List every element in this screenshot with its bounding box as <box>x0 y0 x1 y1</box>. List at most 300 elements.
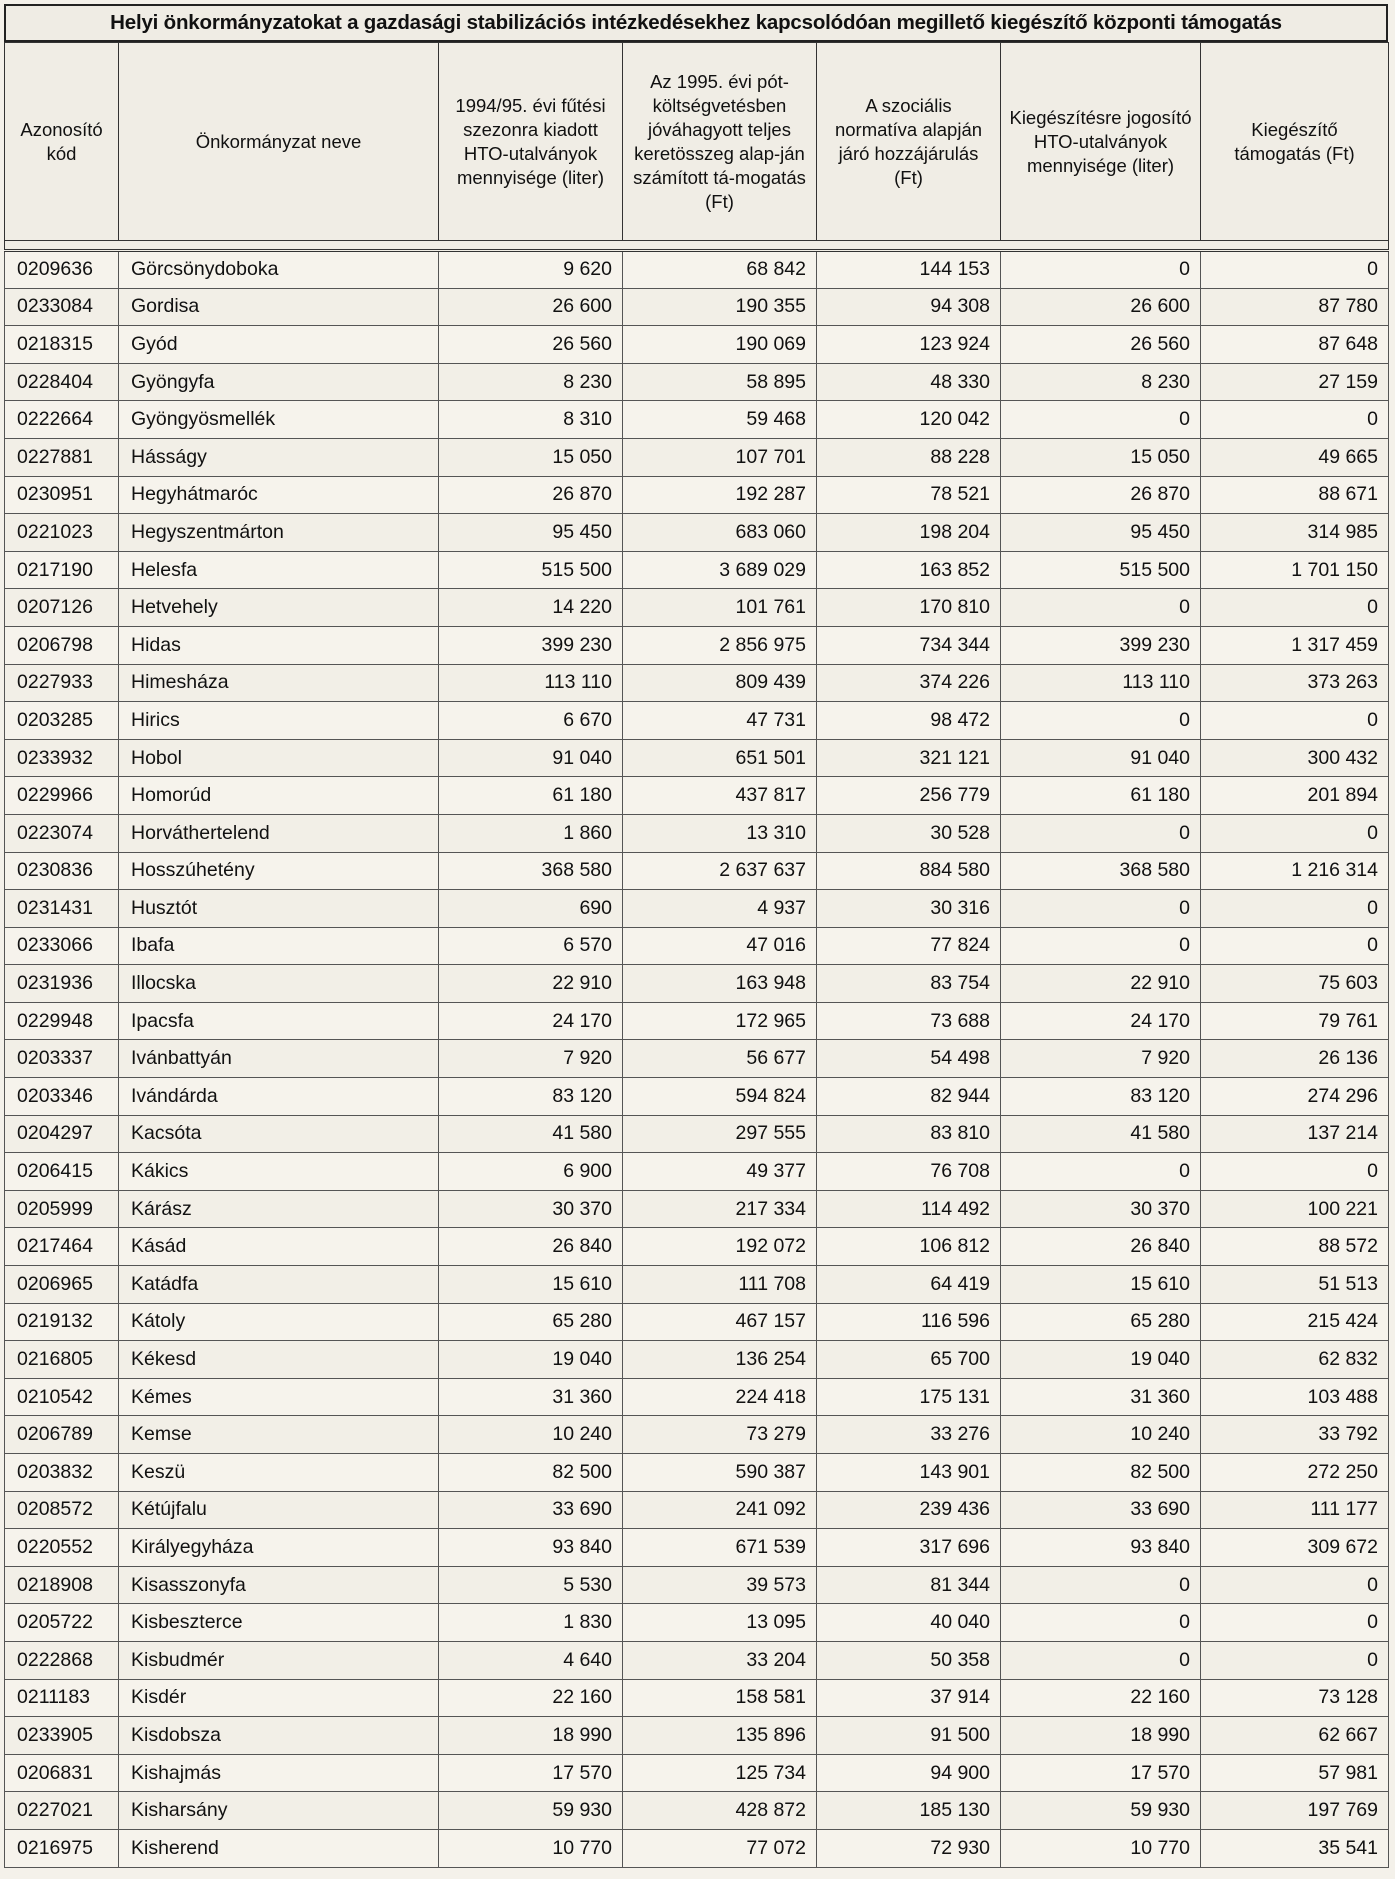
cell-supplementary-support: 87 648 <box>1201 326 1389 364</box>
cell-code: 0211183 <box>5 1679 119 1717</box>
cell-social-contribution: 170 810 <box>817 589 1001 627</box>
cell-social-contribution: 73 688 <box>817 1002 1001 1040</box>
cell-eligible-hto-liters: 26 840 <box>1001 1228 1201 1266</box>
cell-code: 0206965 <box>5 1266 119 1304</box>
cell-social-contribution: 82 944 <box>817 1078 1001 1116</box>
cell-budget-support: 47 731 <box>623 702 817 740</box>
table-row <box>5 551 1389 589</box>
cell-code: 0218315 <box>5 326 119 364</box>
cell-hto-liters: 18 990 <box>439 1717 623 1755</box>
cell-name: Illocska <box>119 965 439 1003</box>
table-row <box>5 702 1389 740</box>
cell-name: Gyód <box>119 326 439 364</box>
cell-social-contribution: 94 308 <box>817 288 1001 326</box>
cell-name: Kárász <box>119 1190 439 1228</box>
cell-eligible-hto-liters: 7 920 <box>1001 1040 1201 1078</box>
cell-eligible-hto-liters: 0 <box>1001 890 1201 928</box>
cell-supplementary-support: 62 667 <box>1201 1717 1389 1755</box>
cell-budget-support: 59 468 <box>623 401 817 439</box>
cell-supplementary-support: 1 317 459 <box>1201 626 1389 664</box>
cell-name: Hirics <box>119 702 439 740</box>
cell-code: 0217190 <box>5 551 119 589</box>
cell-name: Kémes <box>119 1378 439 1416</box>
cell-supplementary-support: 88 671 <box>1201 476 1389 514</box>
cell-code: 0205722 <box>5 1604 119 1642</box>
cell-name: Kisasszonyfa <box>119 1566 439 1604</box>
cell-code: 0203832 <box>5 1454 119 1492</box>
cell-eligible-hto-liters: 0 <box>1001 1153 1201 1191</box>
cell-social-contribution: 734 344 <box>817 626 1001 664</box>
cell-eligible-hto-liters: 26 870 <box>1001 476 1201 514</box>
cell-budget-support: 73 279 <box>623 1416 817 1454</box>
table-row <box>5 251 1389 289</box>
cell-budget-support: 190 069 <box>623 326 817 364</box>
cell-budget-support: 594 824 <box>623 1078 817 1116</box>
cell-hto-liters: 10 770 <box>439 1829 623 1867</box>
cell-name: Himesháza <box>119 664 439 702</box>
table-row <box>5 1717 1389 1755</box>
cell-hto-liters: 31 360 <box>439 1378 623 1416</box>
cell-supplementary-support: 87 780 <box>1201 288 1389 326</box>
cell-hto-liters: 6 570 <box>439 927 623 965</box>
table-row <box>5 1566 1389 1604</box>
table-row <box>5 1641 1389 1679</box>
cell-supplementary-support: 62 832 <box>1201 1341 1389 1379</box>
table-row <box>5 852 1389 890</box>
cell-hto-liters: 83 120 <box>439 1078 623 1116</box>
cell-eligible-hto-liters: 10 770 <box>1001 1829 1201 1867</box>
cell-eligible-hto-liters: 515 500 <box>1001 551 1201 589</box>
cell-eligible-hto-liters: 33 690 <box>1001 1491 1201 1529</box>
cell-eligible-hto-liters: 0 <box>1001 702 1201 740</box>
cell-budget-support: 33 204 <box>623 1641 817 1679</box>
cell-name: Hetvehely <box>119 589 439 627</box>
cell-hto-liters: 22 910 <box>439 965 623 1003</box>
table-row <box>5 1002 1389 1040</box>
cell-hto-liters: 7 920 <box>439 1040 623 1078</box>
cell-supplementary-support: 75 603 <box>1201 965 1389 1003</box>
table-row <box>5 1754 1389 1792</box>
cell-hto-liters: 91 040 <box>439 739 623 777</box>
cell-eligible-hto-liters: 368 580 <box>1001 852 1201 890</box>
cell-budget-support: 651 501 <box>623 739 817 777</box>
cell-code: 0207126 <box>5 589 119 627</box>
cell-supplementary-support: 300 432 <box>1201 739 1389 777</box>
cell-eligible-hto-liters: 41 580 <box>1001 1115 1201 1153</box>
cell-name: Gordisa <box>119 288 439 326</box>
cell-social-contribution: 33 276 <box>817 1416 1001 1454</box>
cell-supplementary-support: 0 <box>1201 927 1389 965</box>
cell-social-contribution: 98 472 <box>817 702 1001 740</box>
cell-budget-support: 107 701 <box>623 438 817 476</box>
cell-name: Ivánbattyán <box>119 1040 439 1078</box>
cell-social-contribution: 120 042 <box>817 401 1001 439</box>
cell-code: 0204297 <box>5 1115 119 1153</box>
cell-eligible-hto-liters: 93 840 <box>1001 1529 1201 1567</box>
col-header-hto-liters: 1994/95. évi fűtési szezonra kiadott HTO-utalványok mennyisége (liter) <box>439 43 623 241</box>
cell-eligible-hto-liters: 95 450 <box>1001 514 1201 552</box>
cell-supplementary-support: 137 214 <box>1201 1115 1389 1153</box>
cell-supplementary-support: 197 769 <box>1201 1792 1389 1830</box>
cell-social-contribution: 83 754 <box>817 965 1001 1003</box>
table-row <box>5 1604 1389 1642</box>
cell-budget-support: 39 573 <box>623 1566 817 1604</box>
cell-budget-support: 135 896 <box>623 1717 817 1755</box>
cell-social-contribution: 30 528 <box>817 814 1001 852</box>
cell-hto-liters: 15 610 <box>439 1266 623 1304</box>
cell-budget-support: 13 310 <box>623 814 817 852</box>
cell-budget-support: 2 856 975 <box>623 626 817 664</box>
cell-social-contribution: 321 121 <box>817 739 1001 777</box>
cell-supplementary-support: 111 177 <box>1201 1491 1389 1529</box>
cell-hto-liters: 368 580 <box>439 852 623 890</box>
cell-eligible-hto-liters: 15 610 <box>1001 1266 1201 1304</box>
cell-budget-support: 158 581 <box>623 1679 817 1717</box>
cell-eligible-hto-liters: 83 120 <box>1001 1078 1201 1116</box>
cell-name: Kacsóta <box>119 1115 439 1153</box>
cell-code: 0223074 <box>5 814 119 852</box>
cell-budget-support: 68 842 <box>623 251 817 289</box>
cell-hto-liters: 15 050 <box>439 438 623 476</box>
cell-name: Hosszúhetény <box>119 852 439 890</box>
cell-supplementary-support: 57 981 <box>1201 1754 1389 1792</box>
table-row <box>5 965 1389 1003</box>
cell-supplementary-support: 1 701 150 <box>1201 551 1389 589</box>
cell-code: 0231936 <box>5 965 119 1003</box>
cell-budget-support: 163 948 <box>623 965 817 1003</box>
cell-name: Homorúd <box>119 777 439 815</box>
cell-code: 0206831 <box>5 1754 119 1792</box>
cell-social-contribution: 64 419 <box>817 1266 1001 1304</box>
cell-eligible-hto-liters: 26 600 <box>1001 288 1201 326</box>
table-row <box>5 1679 1389 1717</box>
table-row <box>5 777 1389 815</box>
cell-hto-liters: 690 <box>439 890 623 928</box>
cell-budget-support: 125 734 <box>623 1754 817 1792</box>
cell-supplementary-support: 0 <box>1201 251 1389 289</box>
table-row <box>5 927 1389 965</box>
cell-supplementary-support: 1 216 314 <box>1201 852 1389 890</box>
cell-hto-liters: 399 230 <box>439 626 623 664</box>
cell-name: Helesfa <box>119 551 439 589</box>
table-row <box>5 664 1389 702</box>
cell-eligible-hto-liters: 0 <box>1001 814 1201 852</box>
cell-social-contribution: 175 131 <box>817 1378 1001 1416</box>
cell-hto-liters: 26 840 <box>439 1228 623 1266</box>
cell-eligible-hto-liters: 19 040 <box>1001 1341 1201 1379</box>
cell-hto-liters: 9 620 <box>439 251 623 289</box>
cell-budget-support: 467 157 <box>623 1303 817 1341</box>
cell-eligible-hto-liters: 399 230 <box>1001 626 1201 664</box>
col-header-eligible-hto-liters: Kiegészítésre jogosító HTO-utalványok mennyisége (liter) <box>1001 43 1201 241</box>
cell-code: 0233066 <box>5 927 119 965</box>
cell-name: Husztót <box>119 890 439 928</box>
cell-supplementary-support: 0 <box>1201 814 1389 852</box>
cell-budget-support: 224 418 <box>623 1378 817 1416</box>
cell-social-contribution: 30 316 <box>817 890 1001 928</box>
cell-social-contribution: 239 436 <box>817 1491 1001 1529</box>
cell-eligible-hto-liters: 0 <box>1001 1641 1201 1679</box>
cell-hto-liters: 17 570 <box>439 1754 623 1792</box>
cell-eligible-hto-liters: 91 040 <box>1001 739 1201 777</box>
cell-budget-support: 47 016 <box>623 927 817 965</box>
cell-code: 0227881 <box>5 438 119 476</box>
cell-name: Gyöngyfa <box>119 363 439 401</box>
cell-name: Görcsönydoboka <box>119 251 439 289</box>
cell-supplementary-support: 0 <box>1201 1604 1389 1642</box>
cell-budget-support: 49 377 <box>623 1153 817 1191</box>
cell-social-contribution: 144 153 <box>817 251 1001 289</box>
cell-hto-liters: 22 160 <box>439 1679 623 1717</box>
cell-eligible-hto-liters: 10 240 <box>1001 1416 1201 1454</box>
cell-code: 0229948 <box>5 1002 119 1040</box>
cell-social-contribution: 163 852 <box>817 551 1001 589</box>
cell-social-contribution: 185 130 <box>817 1792 1001 1830</box>
cell-hto-liters: 59 930 <box>439 1792 623 1830</box>
cell-budget-support: 111 708 <box>623 1266 817 1304</box>
table-row <box>5 1078 1389 1116</box>
cell-code: 0208572 <box>5 1491 119 1529</box>
cell-social-contribution: 106 812 <box>817 1228 1001 1266</box>
cell-hto-liters: 61 180 <box>439 777 623 815</box>
table-row <box>5 1190 1389 1228</box>
cell-code: 0203346 <box>5 1078 119 1116</box>
cell-hto-liters: 6 900 <box>439 1153 623 1191</box>
cell-eligible-hto-liters: 15 050 <box>1001 438 1201 476</box>
cell-budget-support: 192 072 <box>623 1228 817 1266</box>
cell-supplementary-support: 309 672 <box>1201 1529 1389 1567</box>
cell-name: Királyegyháza <box>119 1529 439 1567</box>
cell-code: 0206789 <box>5 1416 119 1454</box>
cell-hto-liters: 4 640 <box>439 1641 623 1679</box>
cell-code: 0219132 <box>5 1303 119 1341</box>
table-row <box>5 1228 1389 1266</box>
cell-budget-support: 4 937 <box>623 890 817 928</box>
cell-budget-support: 58 895 <box>623 363 817 401</box>
cell-hto-liters: 82 500 <box>439 1454 623 1492</box>
table-row <box>5 1153 1389 1191</box>
cell-name: Keszü <box>119 1454 439 1492</box>
cell-eligible-hto-liters: 61 180 <box>1001 777 1201 815</box>
table-row <box>5 890 1389 928</box>
cell-hto-liters: 26 560 <box>439 326 623 364</box>
cell-hto-liters: 26 600 <box>439 288 623 326</box>
cell-eligible-hto-liters: 59 930 <box>1001 1792 1201 1830</box>
cell-code: 0209636 <box>5 251 119 289</box>
cell-code: 0210542 <box>5 1378 119 1416</box>
cell-supplementary-support: 0 <box>1201 401 1389 439</box>
col-header-social-contribution: A szociális normatíva alapján járó hozzájárulás (Ft) <box>817 43 1001 241</box>
cell-eligible-hto-liters: 0 <box>1001 1604 1201 1642</box>
cell-supplementary-support: 0 <box>1201 589 1389 627</box>
cell-code: 0230951 <box>5 476 119 514</box>
cell-social-contribution: 256 779 <box>817 777 1001 815</box>
support-table <box>4 42 1389 1868</box>
cell-code: 0216975 <box>5 1829 119 1867</box>
cell-eligible-hto-liters: 24 170 <box>1001 1002 1201 1040</box>
cell-hto-liters: 6 670 <box>439 702 623 740</box>
cell-social-contribution: 374 226 <box>817 664 1001 702</box>
cell-budget-support: 428 872 <box>623 1792 817 1830</box>
cell-supplementary-support: 33 792 <box>1201 1416 1389 1454</box>
table-row <box>5 589 1389 627</box>
cell-eligible-hto-liters: 0 <box>1001 401 1201 439</box>
table-row <box>5 1303 1389 1341</box>
cell-hto-liters: 8 310 <box>439 401 623 439</box>
cell-hto-liters: 65 280 <box>439 1303 623 1341</box>
cell-code: 0233084 <box>5 288 119 326</box>
cell-supplementary-support: 314 985 <box>1201 514 1389 552</box>
cell-eligible-hto-liters: 65 280 <box>1001 1303 1201 1341</box>
cell-code: 0233932 <box>5 739 119 777</box>
cell-code: 0227021 <box>5 1792 119 1830</box>
table-row <box>5 401 1389 439</box>
cell-budget-support: 217 334 <box>623 1190 817 1228</box>
cell-hto-liters: 41 580 <box>439 1115 623 1153</box>
cell-code: 0230836 <box>5 852 119 890</box>
cell-name: Kisdér <box>119 1679 439 1717</box>
cell-social-contribution: 884 580 <box>817 852 1001 890</box>
cell-social-contribution: 78 521 <box>817 476 1001 514</box>
cell-supplementary-support: 51 513 <box>1201 1266 1389 1304</box>
cell-social-contribution: 317 696 <box>817 1529 1001 1567</box>
cell-budget-support: 3 689 029 <box>623 551 817 589</box>
cell-supplementary-support: 26 136 <box>1201 1040 1389 1078</box>
cell-name: Hobol <box>119 739 439 777</box>
cell-code: 0227933 <box>5 664 119 702</box>
cell-hto-liters: 14 220 <box>439 589 623 627</box>
cell-social-contribution: 54 498 <box>817 1040 1001 1078</box>
cell-eligible-hto-liters: 0 <box>1001 251 1201 289</box>
col-header-code: Azonosító kód <box>5 43 119 241</box>
cell-code: 0203285 <box>5 702 119 740</box>
table-row <box>5 1378 1389 1416</box>
cell-social-contribution: 76 708 <box>817 1153 1001 1191</box>
cell-hto-liters: 30 370 <box>439 1190 623 1228</box>
cell-supplementary-support: 215 424 <box>1201 1303 1389 1341</box>
cell-supplementary-support: 103 488 <box>1201 1378 1389 1416</box>
cell-name: Horváthertelend <box>119 814 439 852</box>
cell-name: Kátoly <box>119 1303 439 1341</box>
cell-budget-support: 590 387 <box>623 1454 817 1492</box>
cell-hto-liters: 26 870 <box>439 476 623 514</box>
table-row <box>5 288 1389 326</box>
cell-supplementary-support: 0 <box>1201 890 1389 928</box>
cell-eligible-hto-liters: 0 <box>1001 927 1201 965</box>
cell-social-contribution: 37 914 <box>817 1679 1001 1717</box>
cell-name: Hásságy <box>119 438 439 476</box>
cell-hto-liters: 19 040 <box>439 1341 623 1379</box>
cell-budget-support: 56 677 <box>623 1040 817 1078</box>
col-header-supplementary-support: Kiegészítő támogatás (Ft) <box>1201 43 1389 241</box>
cell-supplementary-support: 373 263 <box>1201 664 1389 702</box>
cell-eligible-hto-liters: 22 910 <box>1001 965 1201 1003</box>
table-row <box>5 1040 1389 1078</box>
table-row <box>5 1115 1389 1153</box>
cell-supplementary-support: 35 541 <box>1201 1829 1389 1867</box>
table-row <box>5 363 1389 401</box>
table-title: Helyi önkormányzatokat a gazdasági stabilizációs intézkedésekhez kapcsolódóan megillető kiegészítő központi támogatás <box>4 4 1388 42</box>
cell-code: 0216805 <box>5 1341 119 1379</box>
header-row <box>5 43 1389 241</box>
cell-code: 0229966 <box>5 777 119 815</box>
cell-social-contribution: 81 344 <box>817 1566 1001 1604</box>
cell-eligible-hto-liters: 22 160 <box>1001 1679 1201 1717</box>
cell-social-contribution: 143 901 <box>817 1454 1001 1492</box>
cell-name: Hegyhátmaróc <box>119 476 439 514</box>
table-row <box>5 739 1389 777</box>
cell-eligible-hto-liters: 30 370 <box>1001 1190 1201 1228</box>
cell-name: Kisbeszterce <box>119 1604 439 1642</box>
cell-code: 0222664 <box>5 401 119 439</box>
cell-supplementary-support: 0 <box>1201 1566 1389 1604</box>
cell-code: 0220552 <box>5 1529 119 1567</box>
cell-name: Ibafa <box>119 927 439 965</box>
cell-eligible-hto-liters: 31 360 <box>1001 1378 1201 1416</box>
cell-social-contribution: 88 228 <box>817 438 1001 476</box>
cell-name: Kishajmás <box>119 1754 439 1792</box>
cell-code: 0231431 <box>5 890 119 928</box>
col-header-name: Önkormányzat neve <box>119 43 439 241</box>
cell-code: 0205999 <box>5 1190 119 1228</box>
cell-eligible-hto-liters: 113 110 <box>1001 664 1201 702</box>
cell-social-contribution: 123 924 <box>817 326 1001 364</box>
table-row <box>5 476 1389 514</box>
cell-name: Kásád <box>119 1228 439 1266</box>
cell-supplementary-support: 49 665 <box>1201 438 1389 476</box>
cell-eligible-hto-liters: 8 230 <box>1001 363 1201 401</box>
table-row <box>5 1341 1389 1379</box>
cell-name: Hidas <box>119 626 439 664</box>
cell-social-contribution: 114 492 <box>817 1190 1001 1228</box>
document-sheet <box>4 4 1388 1868</box>
cell-name: Gyöngyösmellék <box>119 401 439 439</box>
cell-name: Kisdobsza <box>119 1717 439 1755</box>
table-row <box>5 814 1389 852</box>
table-row <box>5 326 1389 364</box>
cell-supplementary-support: 272 250 <box>1201 1454 1389 1492</box>
cell-budget-support: 172 965 <box>623 1002 817 1040</box>
table-row <box>5 1416 1389 1454</box>
table-row <box>5 1792 1389 1830</box>
cell-social-contribution: 91 500 <box>817 1717 1001 1755</box>
col-header-budget-support: Az 1995. évi pót-költségvetésben jóváhagyott teljes keretösszeg alap-ján számított tá-mogatás (Ft) <box>623 43 817 241</box>
cell-budget-support: 241 092 <box>623 1491 817 1529</box>
cell-code: 0228404 <box>5 363 119 401</box>
cell-code: 0218908 <box>5 1566 119 1604</box>
cell-name: Kétújfalu <box>119 1491 439 1529</box>
cell-code: 0233905 <box>5 1717 119 1755</box>
cell-name: Kisherend <box>119 1829 439 1867</box>
cell-supplementary-support: 0 <box>1201 702 1389 740</box>
cell-budget-support: 13 095 <box>623 1604 817 1642</box>
cell-hto-liters: 113 110 <box>439 664 623 702</box>
cell-code: 0217464 <box>5 1228 119 1266</box>
cell-supplementary-support: 274 296 <box>1201 1078 1389 1116</box>
cell-hto-liters: 1 830 <box>439 1604 623 1642</box>
cell-eligible-hto-liters: 26 560 <box>1001 326 1201 364</box>
cell-code: 0222868 <box>5 1641 119 1679</box>
cell-hto-liters: 95 450 <box>439 514 623 552</box>
cell-hto-liters: 1 860 <box>439 814 623 852</box>
cell-social-contribution: 94 900 <box>817 1754 1001 1792</box>
cell-supplementary-support: 27 159 <box>1201 363 1389 401</box>
cell-hto-liters: 24 170 <box>439 1002 623 1040</box>
cell-name: Kékesd <box>119 1341 439 1379</box>
table-row <box>5 1829 1389 1867</box>
cell-code: 0206798 <box>5 626 119 664</box>
cell-code: 0221023 <box>5 514 119 552</box>
